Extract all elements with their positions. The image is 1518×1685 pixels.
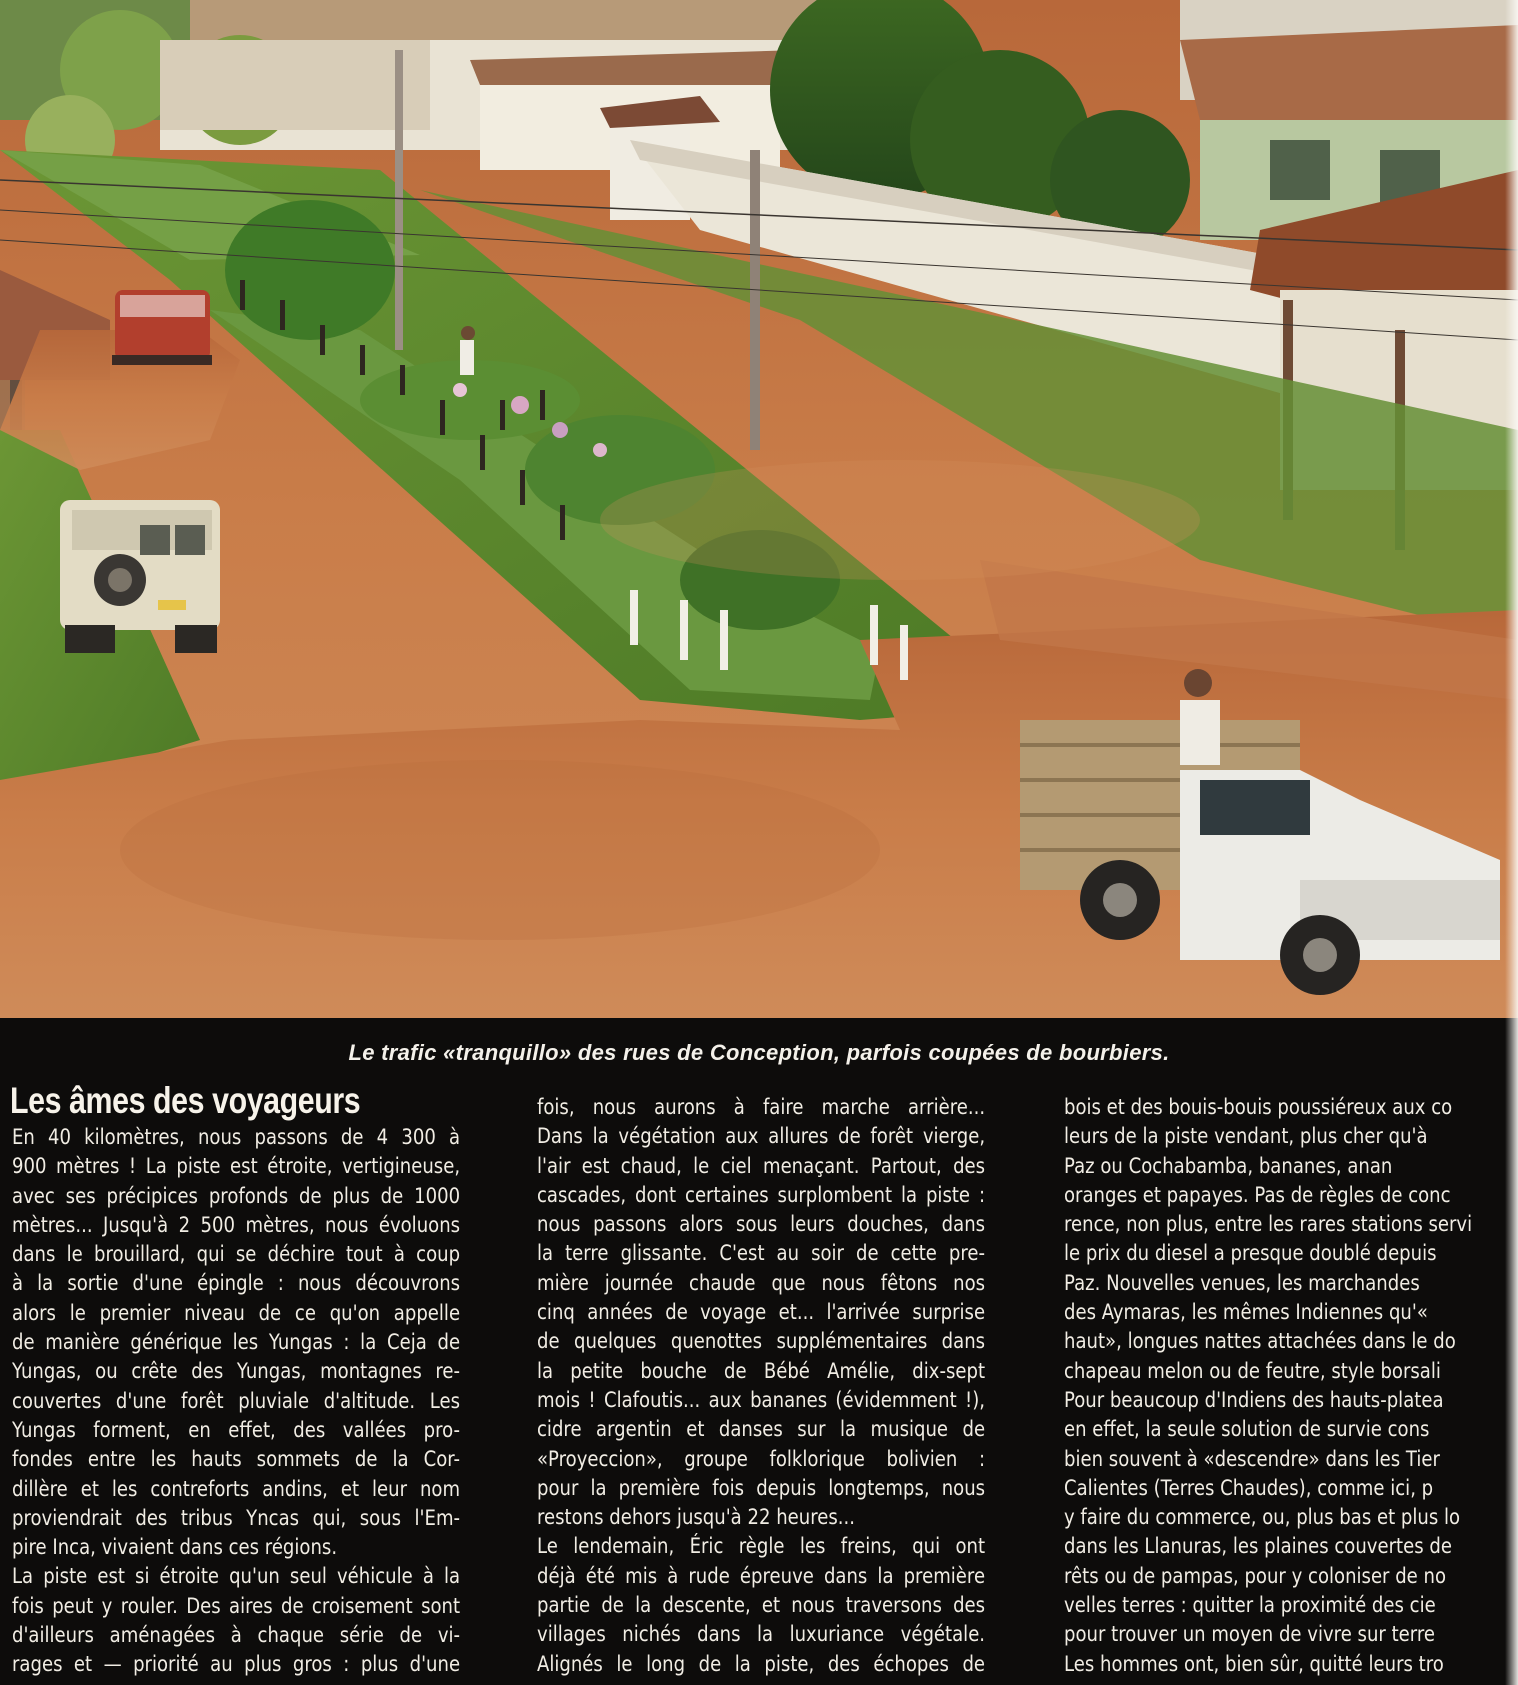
text-line: fois peut y rouler. Des aires de croisement sont <box>12 1593 461 1618</box>
text-line: Yungas forment, en effet, des vallées pro- <box>12 1417 461 1442</box>
text-line: Calientes (Terres Chaudes), comme ici, p <box>1064 1475 1434 1500</box>
text-line: rages et — priorité au plus gros : plus d'une <box>12 1652 461 1677</box>
text-line: La piste est si étroite qu'un seul véhicule à la <box>12 1564 461 1589</box>
article-heading: Les âmes des voyageurs <box>10 1080 361 1121</box>
text-line: cidre argentin et danses sur la musique de <box>537 1417 986 1442</box>
text-line: couvertes d'une forêt pluviale d'altitude. Les <box>12 1388 461 1413</box>
text-line: dillère et les contreforts andins, et leur nom <box>12 1476 461 1501</box>
text-line: leurs de la piste vendant, plus cher qu'à <box>1064 1124 1428 1149</box>
text-line: haut», longues nattes attachées dans le do <box>1064 1329 1456 1354</box>
text-line: à la sortie d'une épingle : nous découvrons <box>12 1271 461 1296</box>
text-line: chapeau melon ou de feutre, style borsali <box>1064 1358 1441 1383</box>
text-line: pire Inca, vivaient dans ces régions. <box>12 1535 338 1560</box>
text-line: l'air est chaud, le ciel menaçant. Partout, des <box>537 1153 986 1178</box>
article-column-3-clip <box>1064 1085 1518 1685</box>
text-line: «Proyeccion», groupe folklorique bolivien : <box>537 1446 986 1471</box>
text-line: mois ! Clafoutis... aux bananes (évidemment !), <box>537 1387 986 1412</box>
text-line: en effet, la seule solution de survie cons <box>1064 1417 1430 1442</box>
text-line: nous passons alors sous leurs douches, dans <box>537 1212 986 1237</box>
text-line: mière journée chaude que nous fêtons nos <box>537 1270 986 1295</box>
text-line: mètres... Jusqu'à 2 500 mètres, nous évoluons <box>12 1212 461 1237</box>
text-line: villages nichés dans la luxuriance végétale. <box>537 1622 986 1647</box>
article-column-3 <box>1064 1093 1512 1679</box>
text-line: la terre glissante. C'est au soir de cette pre- <box>537 1241 986 1266</box>
text-line: avec ses précipices profonds de plus de 1000 <box>12 1183 461 1208</box>
text-line: des Aymaras, les mêmes Indiennes qu'« <box>1064 1300 1428 1325</box>
text-line: cinq années de voyage et... l'arrivée surprise <box>537 1300 986 1325</box>
text-line: la petite bouche de Bébé Amélie, dix-sept <box>537 1358 986 1383</box>
text-line: déjà été mis à rude épreuve dans la première <box>537 1563 986 1588</box>
text-line: cascades, dont certaines surplombent la piste : <box>537 1182 986 1207</box>
article-column-1 <box>12 1123 460 1680</box>
text-line: bois et des bouis-bouis poussiéreux aux co <box>1064 1095 1453 1119</box>
photo-caption: Le trafic «tranquillo» des rues de Conception, parfois coupées de bourbiers. <box>348 1040 1170 1065</box>
text-line: y faire du commerce, ou, plus bas et plus lo <box>1064 1505 1461 1530</box>
text-line: Les hommes ont, bien sûr, quitté leurs tro <box>1064 1651 1444 1676</box>
text-line: fondes entre les hauts sommets de la Cor- <box>12 1447 461 1472</box>
text-line: rence, non plus, entre les rares stations servi <box>1064 1212 1473 1237</box>
text-line: Le lendemain, Éric règle les freins, qui ont <box>537 1534 986 1559</box>
text-line: Yungas, ou crête des Yungas, montagnes re- <box>12 1359 461 1384</box>
text-line: Pour beaucoup d'Indiens des hauts-platea <box>1064 1387 1444 1412</box>
article-column-2 <box>537 1093 985 1679</box>
text-line: le prix du diesel a presque doublé depuis <box>1064 1241 1437 1266</box>
text-line: pour trouver un moyen de vivre sur terre <box>1064 1622 1436 1647</box>
text-line: velles terres : quitter la proximité des cie <box>1064 1593 1436 1618</box>
text-line: bien souvent à «descendre» dans les Tier <box>1064 1446 1440 1471</box>
text-line: de manière générique les Yungas : la Ceja de <box>12 1330 461 1355</box>
page-fold-shadow <box>1505 0 1518 1685</box>
text-line: pour la première fois depuis longtemps, nous <box>537 1475 986 1500</box>
text-line: rêts ou de pampas, pour y coloniser de no <box>1064 1563 1447 1588</box>
text-line: En 40 kilomètres, nous passons de 4 300 à <box>12 1125 461 1149</box>
text-line: dans les Llanuras, les plaines couvertes de <box>1064 1534 1452 1559</box>
text-line: Alignés le long de la piste, des échopes de <box>537 1651 986 1676</box>
text-line: d'ailleurs aménagées à chaque série de vi- <box>12 1623 461 1648</box>
text-line: Dans la végétation aux allures de forêt vierge, <box>537 1124 986 1149</box>
text-line: Paz. Nouvelles venues, les marchandes <box>1064 1270 1420 1295</box>
text-line: de quelques quenottes supplémentaires dans <box>537 1329 986 1354</box>
text-line: Paz ou Cochabamba, bananes, anan <box>1064 1153 1393 1178</box>
text-line: fois, nous aurons à faire marche arrière... <box>537 1095 986 1119</box>
text-line: alors le premier niveau de ce qu'on appelle <box>12 1300 461 1325</box>
text-line: oranges et papayes. Pas de règles de conc <box>1064 1182 1451 1207</box>
text-line: 900 mètres ! La piste est étroite, vertigineuse, <box>12 1154 461 1179</box>
text-line: restons dehors jusqu'à 22 heures... <box>537 1505 855 1530</box>
text-line: proviendrait des tribus Yncas qui, sous l'Em- <box>12 1505 461 1530</box>
text-line: dans le brouillard, qui se déchire tout à coup <box>12 1242 461 1267</box>
text-line: partie de la descente, et nous traversons des <box>537 1593 986 1618</box>
